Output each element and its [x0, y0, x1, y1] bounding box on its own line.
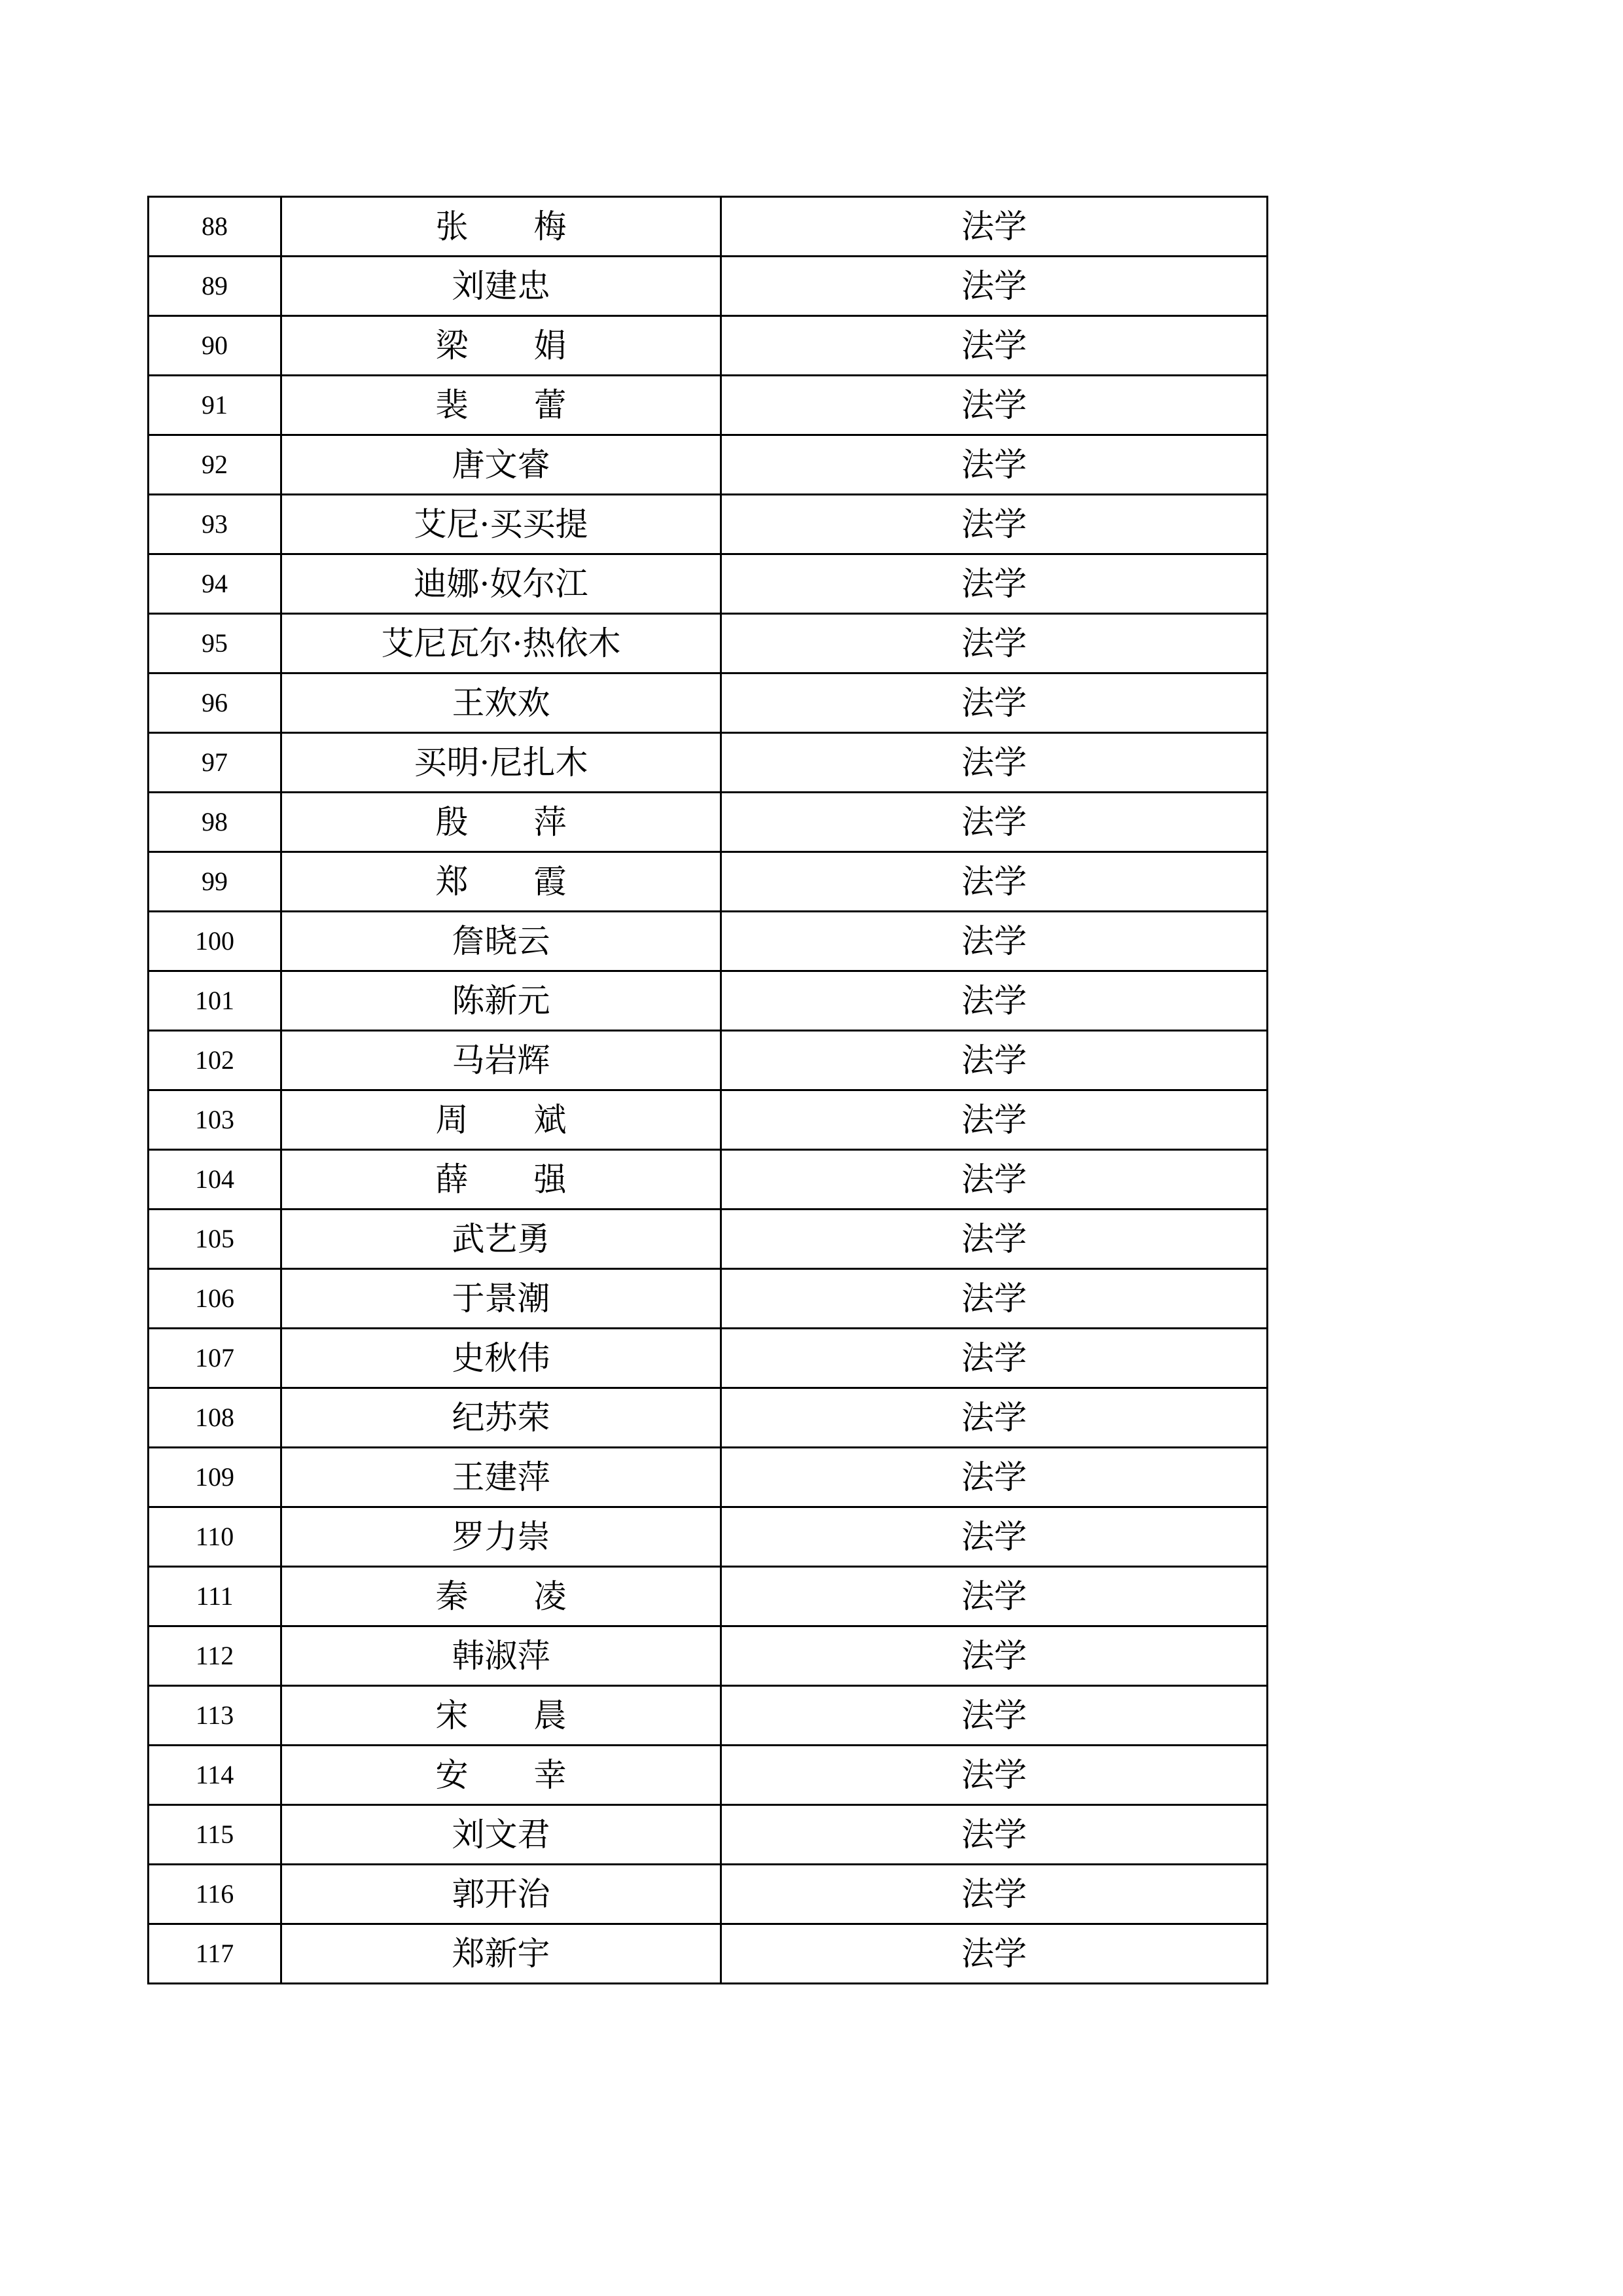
- table-row: [149, 1090, 1268, 1150]
- table-row: [149, 495, 1268, 554]
- student-name: 迪娜·奴尔江: [281, 554, 721, 614]
- student-name: 韩淑萍: [281, 1626, 721, 1686]
- major: 法学: [721, 257, 1268, 316]
- table-row: [149, 1448, 1268, 1507]
- row-number: 110: [149, 1507, 281, 1567]
- major: 法学: [721, 554, 1268, 614]
- row-number: 98: [149, 793, 281, 852]
- table-row: [149, 316, 1268, 376]
- student-name: 艾尼·买买提: [281, 495, 721, 554]
- student-name: 罗力崇: [281, 1507, 721, 1567]
- major: 法学: [721, 1567, 1268, 1626]
- row-number: 91: [149, 376, 281, 435]
- student-name: 郭开治: [281, 1865, 721, 1924]
- table-row: [149, 1031, 1268, 1090]
- row-number: 88: [149, 197, 281, 257]
- student-name: 詹晓云: [281, 912, 721, 971]
- row-number: 95: [149, 614, 281, 673]
- table-row: [149, 733, 1268, 793]
- table-row: [149, 614, 1268, 673]
- table-row: [149, 376, 1268, 435]
- table-row: [149, 1924, 1268, 1984]
- table-row: [149, 1686, 1268, 1746]
- table-row: [149, 1388, 1268, 1448]
- row-number: 112: [149, 1626, 281, 1686]
- major: 法学: [721, 376, 1268, 435]
- roster-table: [147, 196, 1268, 1984]
- student-name: 武艺勇: [281, 1210, 721, 1269]
- row-number: 96: [149, 673, 281, 733]
- major: 法学: [721, 1388, 1268, 1448]
- row-number: 109: [149, 1448, 281, 1507]
- student-name: 周 斌: [281, 1090, 721, 1150]
- major: 法学: [721, 1746, 1268, 1805]
- table-row: [149, 1269, 1268, 1329]
- row-number: 104: [149, 1150, 281, 1210]
- table-row: [149, 197, 1268, 257]
- major: 法学: [721, 971, 1268, 1031]
- row-number: 115: [149, 1805, 281, 1865]
- major: 法学: [721, 733, 1268, 793]
- major: 法学: [721, 1686, 1268, 1746]
- major: 法学: [721, 1448, 1268, 1507]
- roster-table-body: [149, 197, 1268, 1984]
- major: 法学: [721, 1865, 1268, 1924]
- row-number: 114: [149, 1746, 281, 1805]
- major: 法学: [721, 1210, 1268, 1269]
- table-row: [149, 1626, 1268, 1686]
- row-number: 107: [149, 1329, 281, 1388]
- student-name: 郑新宇: [281, 1924, 721, 1984]
- row-number: 102: [149, 1031, 281, 1090]
- student-name: 刘建忠: [281, 257, 721, 316]
- major: 法学: [721, 1269, 1268, 1329]
- table-row: [149, 1329, 1268, 1388]
- major: 法学: [721, 673, 1268, 733]
- major: 法学: [721, 1924, 1268, 1984]
- major: 法学: [721, 1329, 1268, 1388]
- row-number: 94: [149, 554, 281, 614]
- major: 法学: [721, 1507, 1268, 1567]
- student-name: 梁 娟: [281, 316, 721, 376]
- major: 法学: [721, 852, 1268, 912]
- student-name: 王建萍: [281, 1448, 721, 1507]
- student-name: 买明·尼扎木: [281, 733, 721, 793]
- table-row: [149, 1150, 1268, 1210]
- row-number: 103: [149, 1090, 281, 1150]
- major: 法学: [721, 793, 1268, 852]
- student-name: 史秋伟: [281, 1329, 721, 1388]
- row-number: 100: [149, 912, 281, 971]
- table-row: [149, 971, 1268, 1031]
- student-name: 安 幸: [281, 1746, 721, 1805]
- major: 法学: [721, 912, 1268, 971]
- major: 法学: [721, 1805, 1268, 1865]
- row-number: 93: [149, 495, 281, 554]
- student-name: 殷 萍: [281, 793, 721, 852]
- table-row: [149, 673, 1268, 733]
- student-name: 郑 霞: [281, 852, 721, 912]
- major: 法学: [721, 435, 1268, 495]
- table-row: [149, 1210, 1268, 1269]
- table-row: [149, 554, 1268, 614]
- row-number: 108: [149, 1388, 281, 1448]
- table-row: [149, 912, 1268, 971]
- row-number: 106: [149, 1269, 281, 1329]
- row-number: 116: [149, 1865, 281, 1924]
- major: 法学: [721, 495, 1268, 554]
- row-number: 111: [149, 1567, 281, 1626]
- table-row: [149, 1746, 1268, 1805]
- student-name: 艾尼瓦尔·热依木: [281, 614, 721, 673]
- student-name: 秦 凌: [281, 1567, 721, 1626]
- student-name: 宋 晨: [281, 1686, 721, 1746]
- major: 法学: [721, 1090, 1268, 1150]
- major: 法学: [721, 197, 1268, 257]
- row-number: 117: [149, 1924, 281, 1984]
- student-name: 纪苏荣: [281, 1388, 721, 1448]
- student-name: 刘文君: [281, 1805, 721, 1865]
- row-number: 90: [149, 316, 281, 376]
- student-name: 马岩辉: [281, 1031, 721, 1090]
- table-row: [149, 435, 1268, 495]
- student-name: 于景潮: [281, 1269, 721, 1329]
- row-number: 99: [149, 852, 281, 912]
- major: 法学: [721, 316, 1268, 376]
- student-name: 陈新元: [281, 971, 721, 1031]
- student-name: 薛 强: [281, 1150, 721, 1210]
- major: 法学: [721, 1150, 1268, 1210]
- row-number: 113: [149, 1686, 281, 1746]
- table-row: [149, 793, 1268, 852]
- table-row: [149, 1507, 1268, 1567]
- student-name: 裴 蕾: [281, 376, 721, 435]
- table-row: [149, 1567, 1268, 1626]
- table-row: [149, 852, 1268, 912]
- row-number: 97: [149, 733, 281, 793]
- major: 法学: [721, 614, 1268, 673]
- student-name: 唐文睿: [281, 435, 721, 495]
- table-row: [149, 1805, 1268, 1865]
- row-number: 105: [149, 1210, 281, 1269]
- student-name: 王欢欢: [281, 673, 721, 733]
- row-number: 89: [149, 257, 281, 316]
- major: 法学: [721, 1626, 1268, 1686]
- row-number: 101: [149, 971, 281, 1031]
- major: 法学: [721, 1031, 1268, 1090]
- table-row: [149, 257, 1268, 316]
- student-name: 张 梅: [281, 197, 721, 257]
- row-number: 92: [149, 435, 281, 495]
- table-row: [149, 1865, 1268, 1924]
